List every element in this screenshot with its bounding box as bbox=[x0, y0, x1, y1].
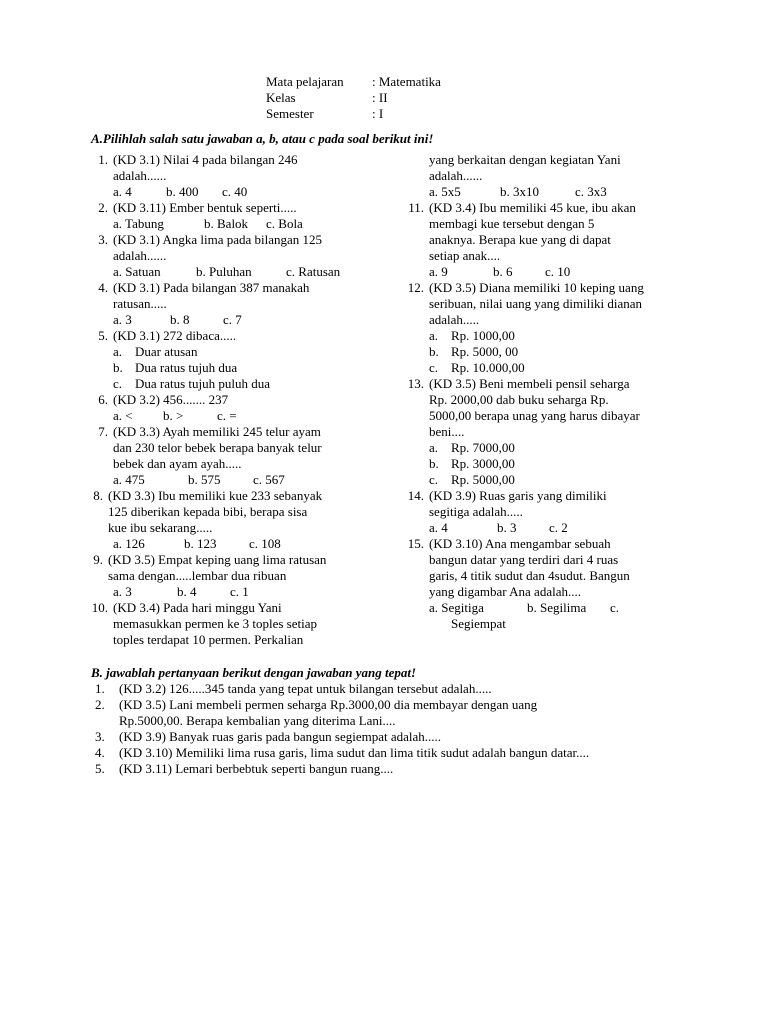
question-text: (KD 3.5) Empat keping uang lima ratusan bbox=[108, 552, 327, 567]
question-12 bbox=[407, 280, 709, 376]
option-text: Rp. 10.000,00 bbox=[451, 360, 525, 375]
question-text: toples terdapat 10 permen. Perkalian bbox=[113, 632, 304, 647]
answer-options bbox=[113, 536, 413, 552]
answer-options bbox=[113, 264, 413, 280]
question-number: 7. bbox=[98, 424, 108, 439]
option-b: b. 400 bbox=[166, 184, 199, 199]
answer-options bbox=[113, 408, 413, 424]
option-text: Rp. 3000,00 bbox=[451, 456, 515, 471]
option-c: c. 7 bbox=[223, 312, 242, 327]
answer-options bbox=[429, 264, 709, 280]
answer-options bbox=[113, 184, 413, 200]
option-c: c. 108 bbox=[249, 536, 281, 551]
question-text: adalah...... bbox=[429, 168, 483, 183]
option-c: c. 567 bbox=[253, 472, 285, 487]
option-text: Rp. 7000,00 bbox=[451, 440, 515, 455]
question-text: adalah...... bbox=[113, 168, 167, 183]
option-b: b. Segilima bbox=[527, 600, 587, 615]
question-number: 1. bbox=[95, 681, 105, 696]
question-text: dan 230 telor bebek berapa banyak telur bbox=[113, 440, 322, 455]
question-text: (KD 3.2) 126.....345 tanda yang tepat untuk bilangan tersebut adalah..... bbox=[119, 681, 492, 696]
question-2 bbox=[98, 200, 413, 232]
option-a: a. Segitiga bbox=[429, 600, 484, 615]
option-key: c. bbox=[113, 376, 123, 391]
question-text: (KD 3.11) Ember bentuk seperti..... bbox=[113, 200, 297, 215]
question-text: setiap anak.... bbox=[429, 248, 501, 263]
section-b-title: B. jawablah pertanyaan berikut dengan jawaban yang tepat! bbox=[91, 665, 417, 680]
question-text: seribuan, nilai uang yang dimiliki dianan bbox=[429, 296, 643, 311]
question-number: 8. bbox=[93, 488, 103, 503]
question-text: Rp.5000,00. Berapa kembalian yang diterima Lani.... bbox=[119, 713, 396, 728]
option-text: Dua ratus tujuh dua bbox=[135, 360, 238, 375]
question-3 bbox=[98, 232, 413, 280]
option-b: b. 4 bbox=[177, 584, 197, 599]
option-text: Duar atusan bbox=[135, 344, 198, 359]
question-10 bbox=[91, 600, 413, 648]
question-number: 13. bbox=[407, 376, 424, 391]
question-text: (KD 3.9) Ruas garis yang dimiliki bbox=[429, 488, 607, 503]
question-number: 14. bbox=[407, 488, 424, 503]
option-a: a. 3 bbox=[113, 312, 132, 327]
option-a: a. 4 bbox=[113, 184, 132, 199]
option-key: b. bbox=[429, 344, 439, 359]
essay-question-1 bbox=[95, 681, 735, 697]
question-number: 5. bbox=[98, 328, 108, 343]
answer-options bbox=[429, 440, 709, 488]
essay-question-4 bbox=[95, 745, 735, 761]
question-5 bbox=[98, 328, 413, 392]
subject-row bbox=[266, 74, 486, 90]
option-key: c. bbox=[429, 360, 439, 375]
class-row bbox=[266, 90, 486, 106]
question-13 bbox=[407, 376, 709, 488]
answer-options bbox=[113, 584, 413, 600]
question-1 bbox=[98, 152, 413, 200]
option-c: c. 3x3 bbox=[575, 184, 607, 199]
option-key: a. bbox=[113, 344, 123, 359]
question-11 bbox=[408, 200, 709, 280]
question-text: (KD 3.3) Ayah memiliki 245 telur ayam bbox=[113, 424, 321, 439]
right-column bbox=[407, 152, 709, 632]
option-b: b. 3 bbox=[497, 520, 517, 535]
answer-options bbox=[429, 520, 709, 536]
option-b: b. 6 bbox=[493, 264, 513, 279]
question-text: (KD 3.5) Beni membeli pensil seharga bbox=[429, 376, 630, 391]
option-key: c. bbox=[429, 472, 439, 487]
question-text: yang digambar Ana adalah.... bbox=[429, 584, 581, 599]
essay-question-3 bbox=[95, 729, 735, 745]
question-text: (KD 3.2) 456....... 237 bbox=[113, 392, 229, 407]
option-a bbox=[429, 440, 709, 456]
option-a: a. 4 bbox=[429, 520, 448, 535]
question-text: 5000,00 berapa unag yang harus dibayar bbox=[429, 408, 640, 423]
option-a: a. 9 bbox=[429, 264, 448, 279]
question-7 bbox=[98, 424, 413, 488]
option-a bbox=[113, 344, 413, 360]
answer-options bbox=[429, 328, 709, 376]
option-c: c. Ratusan bbox=[286, 264, 341, 279]
question-text: (KD 3.5) Diana memiliki 10 keping uang bbox=[429, 280, 644, 295]
answer-options bbox=[113, 312, 413, 328]
question-number: 15. bbox=[407, 536, 424, 551]
question-number: 6. bbox=[98, 392, 108, 407]
question-number: 2. bbox=[95, 697, 105, 712]
option-c: c. = bbox=[217, 408, 237, 423]
question-text: (KD 3.10) Memiliki lima rusa garis, lima sudut dan lima titik sudut adalah bangun datar.... bbox=[119, 745, 590, 760]
option-c bbox=[429, 360, 709, 376]
question-number: 10. bbox=[91, 600, 108, 615]
question-text: beni.... bbox=[429, 424, 465, 439]
answer-options-wrap bbox=[429, 616, 709, 632]
question-text: kue ibu sekarang..... bbox=[108, 520, 213, 535]
answer-options bbox=[113, 472, 413, 488]
option-text: Rp. 5000, 00 bbox=[451, 344, 519, 359]
question-text: yang berkaitan dengan kegiatan Yani bbox=[429, 152, 621, 167]
question-text: segitiga adalah..... bbox=[429, 504, 523, 519]
question-text: (KD 3.3) Ibu memiliki kue 233 sebanyak bbox=[108, 488, 323, 503]
option-a: a. 3 bbox=[113, 584, 132, 599]
question-text: adalah...... bbox=[113, 248, 167, 263]
question-14 bbox=[407, 488, 709, 536]
question-10-continued bbox=[429, 152, 709, 200]
option-key: b. bbox=[429, 456, 439, 471]
question-text: (KD 3.1) Pada bilangan 387 manakah bbox=[113, 280, 310, 295]
option-a: a. Satuan bbox=[113, 264, 161, 279]
question-number: 3. bbox=[95, 729, 105, 744]
question-text: bebek dan ayam ayah..... bbox=[113, 456, 242, 471]
option-b bbox=[429, 456, 709, 472]
question-text: adalah..... bbox=[429, 312, 480, 327]
option-b: b. Puluhan bbox=[196, 264, 252, 279]
question-6 bbox=[98, 392, 413, 424]
question-text: membagi kue tersebut dengan 5 bbox=[429, 216, 595, 231]
question-text: Rp. 2000,00 dab buku seharga Rp. bbox=[429, 392, 609, 407]
question-text: (KD 3.1) 272 dibaca..... bbox=[113, 328, 237, 343]
option-a: a. < bbox=[113, 408, 133, 423]
option-b: b. > bbox=[163, 408, 184, 423]
left-column bbox=[91, 152, 413, 648]
option-b: b. 8 bbox=[170, 312, 190, 327]
essay-question-2 bbox=[95, 697, 735, 713]
question-text: (KD 3.5) Lani membeli permen seharga Rp.3000,00 dia membayar dengan uang bbox=[119, 697, 538, 712]
essay-question-2-continued bbox=[95, 713, 735, 729]
question-number: 5. bbox=[95, 761, 105, 776]
question-text: 125 diberikan kepada bibi, berapa sisa bbox=[108, 504, 308, 519]
question-text: (KD 3.4) Pada hari minggu Yani bbox=[113, 600, 282, 615]
question-text: (KD 3.1) Angka lima pada bilangan 125 bbox=[113, 232, 323, 247]
class-label: Kelas bbox=[266, 90, 296, 105]
section-b-list bbox=[95, 681, 735, 777]
question-9 bbox=[93, 552, 408, 600]
option-b bbox=[429, 344, 709, 360]
question-text: (KD 3.4) Ibu memiliki 45 kue, ibu akan bbox=[429, 200, 636, 215]
option-a: a. Tabung bbox=[113, 216, 164, 231]
option-b bbox=[113, 360, 413, 376]
question-text: (KD 3.1) Nilai 4 pada bilangan 246 bbox=[113, 152, 298, 167]
option-a: a. 475 bbox=[113, 472, 145, 487]
semester-value: : I bbox=[372, 106, 384, 121]
option-c: c. 10 bbox=[545, 264, 571, 279]
exam-header bbox=[266, 74, 486, 122]
option-c bbox=[113, 376, 413, 392]
question-number: 11. bbox=[408, 200, 424, 215]
option-a: a. 5x5 bbox=[429, 184, 461, 199]
option-c bbox=[429, 472, 709, 488]
answer-options bbox=[113, 216, 413, 232]
option-b: b. 3x10 bbox=[500, 184, 539, 199]
question-number: 4. bbox=[98, 280, 108, 295]
question-text: ratusan..... bbox=[113, 296, 167, 311]
option-key: a. bbox=[429, 440, 439, 455]
option-b: b. Balok bbox=[204, 216, 249, 231]
question-number: 4. bbox=[95, 745, 105, 760]
answer-options bbox=[113, 344, 413, 392]
question-8 bbox=[93, 488, 408, 552]
option-text: Rp. 5000,00 bbox=[451, 472, 515, 487]
semester-label: Semester bbox=[266, 106, 314, 121]
option-a bbox=[429, 328, 709, 344]
question-number: 1. bbox=[98, 152, 108, 167]
question-15 bbox=[407, 536, 709, 632]
question-text: (KD 3.9) Banyak ruas garis pada bangun segiempat adalah..... bbox=[119, 729, 442, 744]
question-number: 2. bbox=[98, 200, 108, 215]
option-key: b. bbox=[113, 360, 123, 375]
option-b: b. 123 bbox=[184, 536, 217, 551]
question-number: 12. bbox=[407, 280, 424, 295]
section-a-title: A.Pilihlah salah satu jawaban a, b, atau c pada soal berikut ini! bbox=[91, 131, 434, 146]
subject-label: Mata pelajaran bbox=[266, 74, 344, 89]
option-c: c. 1 bbox=[230, 584, 249, 599]
question-text: anaknya. Berapa kue yang di dapat bbox=[429, 232, 611, 247]
question-number: 3. bbox=[98, 232, 108, 247]
option-c: c. Bola bbox=[266, 216, 303, 231]
question-text: garis, 4 titik sudut dan 4sudut. Bangun bbox=[429, 568, 630, 583]
option-c-text: Segiempat bbox=[451, 616, 506, 631]
option-a: a. 126 bbox=[113, 536, 145, 551]
option-c: c. bbox=[610, 600, 620, 615]
essay-question-5 bbox=[95, 761, 735, 777]
option-c: c. 2 bbox=[549, 520, 568, 535]
semester-row bbox=[266, 106, 486, 122]
question-text: (KD 3.11) Lemari berbebtuk seperti bangun ruang.... bbox=[119, 761, 394, 776]
answer-options bbox=[429, 184, 709, 200]
option-b: b. 575 bbox=[188, 472, 221, 487]
option-c: c. 40 bbox=[222, 184, 248, 199]
answer-options bbox=[429, 600, 709, 616]
option-text: Rp. 1000,00 bbox=[451, 328, 515, 343]
question-number: 9. bbox=[93, 552, 103, 567]
subject-value: : Matematika bbox=[372, 74, 441, 89]
question-text: bangun datar yang terdiri dari 4 ruas bbox=[429, 552, 619, 567]
question-4 bbox=[98, 280, 413, 328]
question-text: memasukkan permen ke 3 toples setiap bbox=[113, 616, 317, 631]
question-text: (KD 3.10) Ana mengambar sebuah bbox=[429, 536, 611, 551]
option-key: a. bbox=[429, 328, 439, 343]
class-value: : II bbox=[372, 90, 388, 105]
question-text: sama dengan.....lembar dua ribuan bbox=[108, 568, 287, 583]
option-text: Dua ratus tujuh puluh dua bbox=[135, 376, 271, 391]
